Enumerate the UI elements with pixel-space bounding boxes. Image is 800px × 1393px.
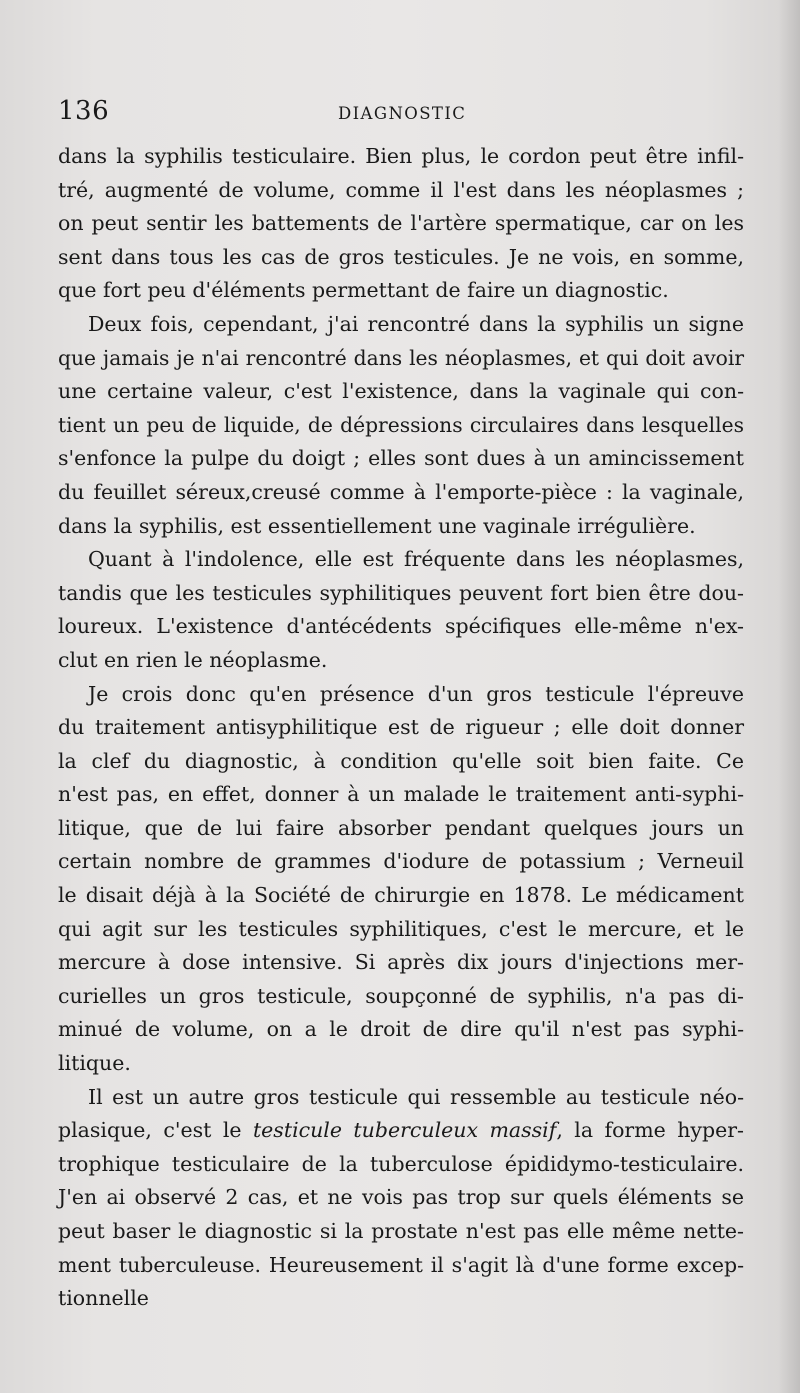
page-edge-shadow (778, 0, 800, 1393)
text-line: J'en ai observé 2 cas, et ne vois pas trop sur quels éléments se (58, 1185, 744, 1210)
text-line: trophique testiculaire de la tuberculose épididymo-testiculaire. (58, 1151, 744, 1176)
italic-phrase: testicule tuberculeux massif (252, 1118, 557, 1143)
text-line: le disait déjà à la Société de chirurgie en 1878. Le médicament (58, 883, 744, 908)
text-line: dans la syphilis testiculaire. Bien plus, le cordon peut être infil- (58, 144, 744, 168)
text-segment: plasique, c'est le (58, 1118, 253, 1143)
running-title: DIAGNOSTIC (338, 104, 467, 123)
text-line-with-italic (58, 1114, 744, 1148)
text-line: peut baser le diagnostic si la prostate n'est pas elle même nette- (58, 1219, 744, 1243)
text-line: on peut sentir les battements de l'artère spermatique, car on les (58, 211, 744, 236)
text-line: tré, augmenté de volume, comme il l'est dans les néoplasmes ; (58, 177, 744, 202)
text-line: ment tuberculeuse. Heureusement il s'agit là d'une forme excep- (58, 1252, 744, 1277)
text-line: du feuillet séreux,creusé comme à l'emporte-pièce : la vaginale, (58, 479, 744, 504)
text-line: certain nombre de grammes d'iodure de potassium ; Verneuil (58, 849, 744, 874)
text-line: Il est un autre gros testicule qui ressemble au testicule néo- (88, 1084, 744, 1109)
text-line: tandis que les testicules syphilitiques peuvent fort bien être dou- (58, 580, 744, 605)
text-line: que fort peu d'éléments permettant de faire un diagnostic. (58, 278, 669, 303)
text-line: sent dans tous les cas de gros testicules. Je ne vois, en somme, (58, 244, 744, 269)
text-line: dans la syphilis, est essentiellement une vaginale irrégulière. (58, 513, 696, 538)
text-line: Je crois donc qu'en présence d'un gros testicule l'épreuve (88, 681, 744, 706)
text-line: Quant à l'indolence, elle est fréquente dans les néoplasmes, (88, 547, 744, 572)
page-number: 136 (58, 96, 110, 126)
text-line: s'enfonce la pulpe du doigt ; elles sont dues à un amincissement (58, 446, 744, 471)
page-header (58, 96, 738, 130)
text-line: tient un peu de liquide, de dépressions circulaires dans lesquelles (58, 412, 744, 437)
text-line: du traitement antisyphilitique est de rigueur ; elle doit donner (58, 715, 744, 740)
text-line: tionnelle (58, 1286, 149, 1311)
text-line: une certaine valeur, c'est l'existence, dans la vaginale qui con- (58, 379, 744, 404)
text-line: qui agit sur les testicules syphilitiques, c'est le mercure, et le (58, 916, 744, 941)
text-line: loureux. L'existence d'antécédents spécifiques elle-même n'ex- (58, 614, 744, 639)
text-line: que jamais je n'ai rencontré dans les néoplasmes, et qui doit avoir (58, 345, 744, 370)
text-segment: , la forme hyper- (556, 1118, 744, 1143)
text-line: n'est pas, en effet, donner à un malade le traitement anti-syphi- (58, 782, 744, 807)
text-line: minué de volume, on a le droit de dire qu'il n'est pas syphi- (58, 1017, 744, 1042)
text-line: curielles un gros testicule, soupçonné de syphilis, n'a pas di- (58, 983, 744, 1008)
text-line: clut en rien le néoplasme. (58, 647, 328, 672)
text-line: Deux fois, cependant, j'ai rencontré dans la syphilis un signe (88, 311, 744, 336)
text-line: litique, que de lui faire absorber pendant quelques jours un (58, 815, 744, 840)
body-text (58, 140, 744, 1316)
text-line: mercure à dose intensive. Si après dix jours d'injections mer- (58, 950, 744, 975)
text-line: la clef du diagnostic, à condition qu'elle soit bien faite. Ce (58, 748, 744, 773)
text-line: litique. (58, 1051, 131, 1076)
